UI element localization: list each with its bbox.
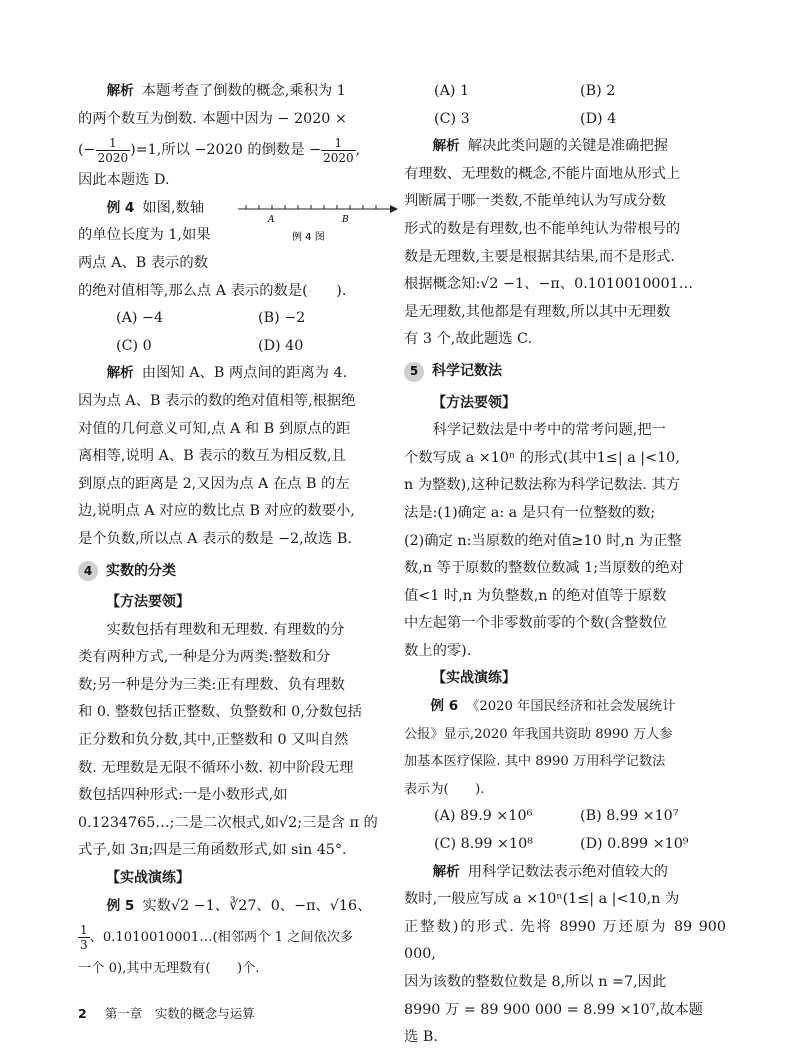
analysis-paragraph-3: 解析 解决此类问题的关键是准确把握 xyxy=(432,138,668,155)
option-a: (A) 89.9 ×10⁶ xyxy=(434,808,533,825)
example-4-options xyxy=(78,305,400,360)
example-6: 例 6 《2020 年国民经济和社会发展统计 xyxy=(430,698,676,715)
fraction-line: (− $\frac{1}{2020}$ )=1,所以 −2020 的倒数是 − $\frac{1}{2020}$ , xyxy=(78,135,361,165)
page-footer xyxy=(78,1004,255,1022)
analysis-paragraph-2: 解析 由图知 A、B 两点间的距离为 4. xyxy=(106,365,348,382)
practice-heading: 【实战演练】 xyxy=(106,870,190,887)
option-b: (B) −2 xyxy=(258,310,306,327)
option-d: (D) 4 xyxy=(580,110,617,127)
section-title: 实数的分类 xyxy=(106,562,176,579)
fraction: $\frac{1}{2020}$ xyxy=(323,135,354,165)
option-b: (B) 8.99 ×10⁷ xyxy=(580,808,679,825)
page-number: 2 xyxy=(78,1006,87,1021)
option-b: (B) 2 xyxy=(580,83,616,99)
analysis-label: 解析 xyxy=(106,365,134,382)
right-column: (A) 1 (B) 2 (C) 3 (D) 4 解析 解决此类问题的关键是准确把握 有理数、无理数的概念,不能片面地从形式上 判断属于哪一类数,不能单纯认为写成分数 形式的数是有理数,也不能单纯认为带根号的 数是无理数,主要是根据其结果,而不是形式. 根据概念知:√2 −1、−π、0.1010010001… 是无理数,其他都是有理数,所以其中无理数 有 3 个,故此题选 C. 5 科学记数法 【方法要领】 科学记数法是中考中的常考问题,把一 个数写成 a ×10ⁿ 的形式(其中1≤| a |<10, n 为整数),这种记数法称为科学记数法. 其方 法是:(1)确定 a: a 是只有一位整数的数; (2)确定 n:当原数的绝对值≥10 时,n 为正整 数,n 等于原数的整数位数减 1;当原数的绝对 值<1 时,n 为负整数,n 的绝对值等于原数 中左起第一个非零数前零的个数(含整数位 数上的零). 【实战演练】 例 6 《2020 年国民经济和社会发展统计 公报》显示,2020 年我国共资助 8990 万人参 加基本医疗保险. 其中 8990 万用科学记数法 表示为( ). (A) 89.9 ×10⁶ (B) 8.99 ×10⁷ (C) 8.99 ×10⁸ (D) 0.899 ×10⁹ 解析 用科学记数法表示绝对值较大的 数时,一般应写成 a ×10ⁿ(1≤| a |<10,n 为 正整数)的形式. 先将 8990 万还原为 89 900 000, 因为该数的整数位数是 8,所以 n =7,因此 8990 万 = 89 900 000 = 8.99 ×10⁷,故本题 选 B. xyxy=(404,78,726,1052)
arrow-icon xyxy=(390,205,398,213)
practice-heading: 【实战演练】 xyxy=(432,670,516,687)
fraction: $\frac{1}{3}$ xyxy=(80,922,88,952)
section-number-badge: 4 xyxy=(78,561,98,581)
point-a-label: A xyxy=(268,214,275,225)
analysis-line: 的两个数互为倒数. 本题中因为 − 2020 × xyxy=(78,110,347,127)
analysis-paragraph-1: 解析 本题考查了倒数的概念,乘积为 1 xyxy=(106,83,346,99)
example-5-options xyxy=(404,78,726,133)
example-4: 例 4 如图,数轴 的单位长度为 1,如果 两点 A、B 表示的数 的绝对值相等,那么点 A 表示的数是( ). A B 例 4 图 (A) −4 (B) −2 (C) 0 (D) 40 xyxy=(78,195,400,361)
point-b-label: B xyxy=(342,214,349,225)
example-label: 例 4 xyxy=(106,199,135,216)
method-heading: 【方法要领】 xyxy=(432,394,516,411)
section-4-heading xyxy=(78,558,400,586)
section-number-badge: 5 xyxy=(404,362,424,382)
example-6-options xyxy=(404,803,726,858)
axis-ticks xyxy=(246,205,376,209)
method-heading: 【方法要领】 xyxy=(106,594,190,611)
section-5-heading xyxy=(404,358,726,386)
analysis-line: 因此本题选 D. xyxy=(78,172,170,189)
option-a: (A) 1 xyxy=(434,83,470,99)
left-column: 解析 本题考查了倒数的概念,乘积为 1 的两个数互为倒数. 本题中因为 − 2020 × (− $\frac{1}{2020}$ )=1,所以 −2020 的倒数是 − $\frac{1}{2020}$ , 因此本题选 D. 例 4 如图,数轴 的单位长度为 1,如果 两点 A、B 表示的数 的绝对值相等,那么点 A 表示的数是( ). A B 例 4 图 (A) −4 (B) −2 (C) 0 (D) 40 解析 由图知 A、B 两点间的距离为 4. 因为点 A、B 表示的数的绝对值相等,根据绝 对值的几何意义可知,点 A 和 B 到原点的距 离相等,说明 A、B 表示的数互为相反数,且 到原点的距离是 2,又因为点 A 在点 B 的左 边,说明点 A 对应的数比点 B 对应的数要小, 是个负数,所以点 A 表示的数是 −2,故选 B. 4 实数的分类 【方法要领】 实数包括有理数和无理数. 有理数的分 类有两种方式,一种是分为两类:整数和分 数;另一种是分为三类:正有理数、负有理数 和 0. 整数包括正整数、负整数和 0,分数包括 正分数和负分数,其中,正整数和 0 又叫自然 数. 无理数是无限不循环小数. 初中阶段无理 数包括四种形式:一是小数形式,如 0.1234765…;二是二次根式,如√2;三是含 π 的 式子,如 3π;四是三角函数形式,如 sin 45°. 【实战演练】 例 5 实数√2 −1、∛27、0、−π、√16、 $\frac{1}{3}$ 、0.1010010001…(相邻两个 1 之间依次多 一个 0),其中无理数有( )个. xyxy=(78,78,400,983)
analysis-paragraph-4: 解析 用科学记数法表示绝对值较大的 xyxy=(432,863,668,880)
example-label: 例 6 xyxy=(430,698,459,715)
example-5: 例 5 实数√2 −1、∛27、0、−π、√16、 xyxy=(106,897,372,914)
option-c: (C) 8.99 ×10⁸ xyxy=(434,836,533,853)
fraction: $\frac{1}{2020}$ xyxy=(97,135,129,165)
analysis-label: 解析 xyxy=(432,863,460,880)
analysis-label: 解析 xyxy=(106,83,134,99)
section-title: 科学记数法 xyxy=(432,362,502,379)
option-c: (C) 0 xyxy=(116,337,152,354)
figure-caption: 例 4 图 xyxy=(292,231,325,243)
example-label: 例 5 xyxy=(106,897,135,914)
option-d: (D) 0.899 ×10⁹ xyxy=(580,836,689,853)
option-c: (C) 3 xyxy=(434,110,470,127)
number-line-figure xyxy=(238,199,400,247)
chapter-title: 第一章 实数的概念与运算 xyxy=(104,1006,255,1021)
option-d: (D) 40 xyxy=(258,337,304,354)
analysis-label: 解析 xyxy=(432,138,460,155)
option-a: (A) −4 xyxy=(116,310,164,327)
